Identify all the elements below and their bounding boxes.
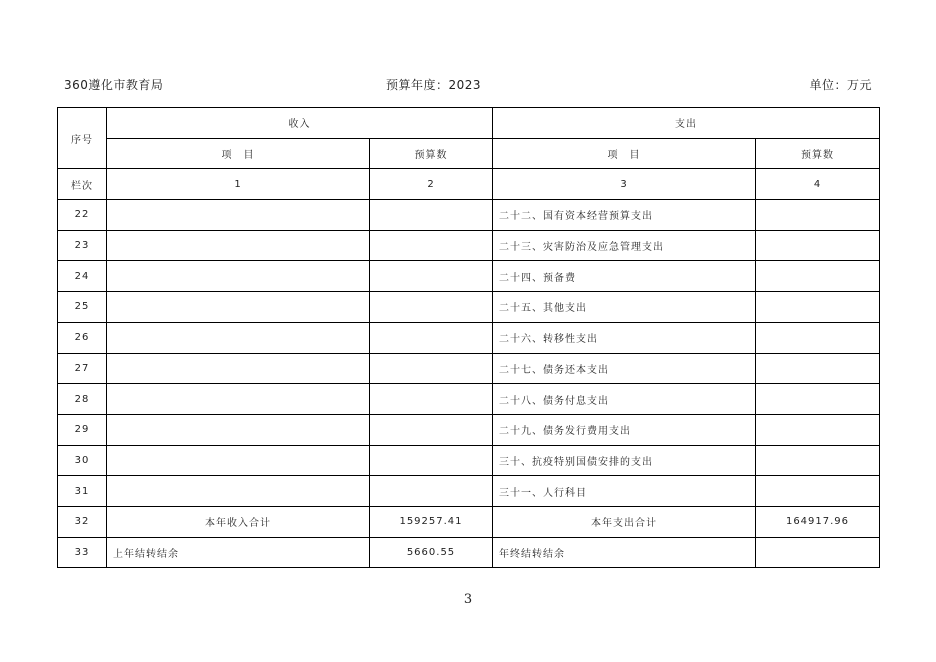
table-row <box>58 445 880 476</box>
expense-amount-cell <box>756 384 880 415</box>
income-item-cell <box>107 353 370 384</box>
header-row-top <box>58 108 880 139</box>
income-amount-cell <box>370 384 493 415</box>
expense-amount-cell <box>756 476 880 507</box>
column-index-row <box>58 169 880 200</box>
income-amount-cell <box>370 230 493 261</box>
expense-amount-header: 预算数 <box>756 138 880 169</box>
expense-amount-cell <box>756 353 880 384</box>
expense-amount-cell <box>756 292 880 323</box>
row-seq: 32 <box>58 506 107 537</box>
income-item-header: 项 目 <box>107 138 370 169</box>
table-row <box>58 537 880 568</box>
table-row <box>58 230 880 261</box>
expense-item-cell: 三十、抗疫特别国债安排的支出 <box>493 445 756 476</box>
income-header: 收入 <box>107 108 493 139</box>
expense-item-cell: 本年支出合计 <box>493 506 756 537</box>
row-seq: 30 <box>58 445 107 476</box>
table-row <box>58 384 880 415</box>
page-number: 3 <box>463 592 473 607</box>
column-index-label: 栏次 <box>58 169 107 200</box>
expense-amount-cell <box>756 322 880 353</box>
table-row <box>58 200 880 231</box>
organization-name: 360遵化市教育局 <box>64 78 164 92</box>
expense-amount-cell <box>756 445 880 476</box>
expense-item-cell: 二十四、预备费 <box>493 261 756 292</box>
income-item-cell <box>107 292 370 323</box>
income-item-cell <box>107 230 370 261</box>
income-item-cell <box>107 476 370 507</box>
income-amount-cell: 5660.55 <box>370 537 493 568</box>
expense-item-cell: 三十一、人行科目 <box>493 476 756 507</box>
expense-amount-cell <box>756 200 880 231</box>
income-amount-header: 预算数 <box>370 138 493 169</box>
expense-amount-cell <box>756 230 880 261</box>
income-item-cell: 上年结转结余 <box>107 537 370 568</box>
row-seq: 29 <box>58 414 107 445</box>
row-seq: 26 <box>58 322 107 353</box>
row-seq: 23 <box>58 230 107 261</box>
column-index-2: 2 <box>370 169 493 200</box>
row-seq: 24 <box>58 261 107 292</box>
row-seq: 31 <box>58 476 107 507</box>
income-item-cell <box>107 414 370 445</box>
income-amount-cell <box>370 322 493 353</box>
income-amount-cell <box>370 200 493 231</box>
expense-amount-cell <box>756 537 880 568</box>
currency-unit: 单位：万元 <box>809 78 872 92</box>
table-row <box>58 506 880 537</box>
income-item-cell <box>107 445 370 476</box>
table-row <box>58 322 880 353</box>
table-row <box>58 292 880 323</box>
income-item-cell <box>107 322 370 353</box>
expense-item-cell: 二十三、灾害防治及应急管理支出 <box>493 230 756 261</box>
expense-amount-cell <box>756 261 880 292</box>
row-seq: 28 <box>58 384 107 415</box>
income-amount-cell <box>370 414 493 445</box>
expense-item-header: 项 目 <box>493 138 756 169</box>
row-seq: 33 <box>58 537 107 568</box>
income-amount-cell <box>370 353 493 384</box>
expense-item-cell: 二十二、国有资本经营预算支出 <box>493 200 756 231</box>
table-row <box>58 414 880 445</box>
budget-year: 预算年度：2023 <box>386 78 482 92</box>
expense-item-cell: 二十六、转移性支出 <box>493 322 756 353</box>
expense-amount-cell: 164917.96 <box>756 506 880 537</box>
table-row <box>58 261 880 292</box>
table-row <box>58 353 880 384</box>
income-amount-cell <box>370 261 493 292</box>
expense-item-cell: 年终结转结余 <box>493 537 756 568</box>
column-index-1: 1 <box>107 169 370 200</box>
expense-header: 支出 <box>493 108 880 139</box>
expense-item-cell: 二十八、债务付息支出 <box>493 384 756 415</box>
table-row <box>58 476 880 507</box>
expense-item-cell: 二十五、其他支出 <box>493 292 756 323</box>
income-amount-cell <box>370 476 493 507</box>
expense-item-cell: 二十七、债务还本支出 <box>493 353 756 384</box>
income-item-cell: 本年收入合计 <box>107 506 370 537</box>
income-item-cell <box>107 200 370 231</box>
income-amount-cell <box>370 445 493 476</box>
row-seq: 25 <box>58 292 107 323</box>
row-seq: 22 <box>58 200 107 231</box>
column-index-3: 3 <box>493 169 756 200</box>
row-seq: 27 <box>58 353 107 384</box>
column-index-4: 4 <box>756 169 880 200</box>
income-amount-cell: 159257.41 <box>370 506 493 537</box>
expense-amount-cell <box>756 414 880 445</box>
budget-table <box>57 107 880 568</box>
header-row-sub <box>58 138 880 169</box>
income-item-cell <box>107 261 370 292</box>
seq-header: 序号 <box>58 108 107 169</box>
income-item-cell <box>107 384 370 415</box>
income-amount-cell <box>370 292 493 323</box>
expense-item-cell: 二十九、债务发行费用支出 <box>493 414 756 445</box>
